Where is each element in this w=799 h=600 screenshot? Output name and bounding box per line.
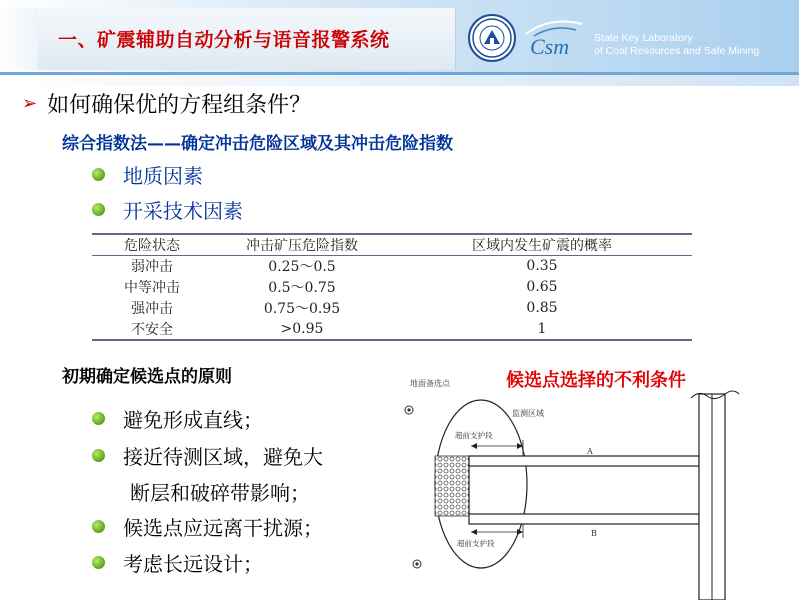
principle-item xyxy=(92,441,323,470)
main-heading-text: 如何确保优的方程组条件？ xyxy=(47,93,312,118)
table-cell: 0.25～0.5 xyxy=(268,259,336,276)
bullet-dot-icon xyxy=(92,449,105,462)
principle-continuation: 断层和破碎带影响； xyxy=(130,481,310,505)
table-row xyxy=(92,277,692,298)
principle-item xyxy=(92,512,323,541)
label-support-top: 超前支护段 xyxy=(455,431,493,440)
main-heading xyxy=(22,88,311,119)
adverse-conditions-title: 候选点选择的不利条件 xyxy=(506,370,686,391)
table-header-cell: 区域内发生矿震的概率 xyxy=(472,238,612,254)
table-cell: 强冲击 xyxy=(131,301,173,317)
risk-index-table xyxy=(92,233,692,341)
table-cell: 0.75～0.95 xyxy=(263,301,341,317)
table-cell: >0.95 xyxy=(280,320,324,337)
label-monitor-area: 监测区域 xyxy=(512,409,544,418)
factor-item xyxy=(92,160,203,189)
table-row xyxy=(92,298,692,319)
slide-title: 一、矿震辅助自动分析与语音报警系统 xyxy=(58,29,390,51)
mine-layout-diagram xyxy=(395,372,799,600)
table-header-cell: 危险状态 xyxy=(124,238,180,254)
table-header-row xyxy=(92,234,692,256)
factor-item xyxy=(92,195,243,224)
table-cell: 弱冲击 xyxy=(131,259,173,276)
principle-title: 初期确定候选点的原则 xyxy=(62,367,232,387)
surface-point-icon xyxy=(405,406,413,414)
bullet-dot-icon xyxy=(92,412,105,425)
arrow-bullet-icon: ➢ xyxy=(22,93,38,114)
method-subheading: 综合指数法——确定冲击危险区域及其冲击危险指数 xyxy=(62,134,453,154)
lab-name-line2: of Coal Resources and Safe Mining xyxy=(594,45,760,57)
principle-label: 候选点应远离干扰源； xyxy=(123,516,323,540)
factor-label: 开采技术因素 xyxy=(123,199,243,223)
table-cell: 中等冲击 xyxy=(124,280,180,296)
table-header-cell: 冲击矿压危险指数 xyxy=(246,238,358,254)
table-cell: 0.85 xyxy=(526,300,558,316)
label-a: A xyxy=(587,447,593,456)
principle-label: 避免形成直线； xyxy=(123,408,263,432)
lab-name-line1: State Key Laboratory xyxy=(594,32,693,44)
bullet-dot-icon xyxy=(92,203,105,216)
label-b: B xyxy=(591,529,597,538)
table-cell: 0.5～0.75 xyxy=(268,280,336,296)
header-banner xyxy=(0,0,799,86)
roadway-b xyxy=(469,514,699,524)
bullet-dot-icon xyxy=(92,168,105,181)
bullet-dot-icon xyxy=(92,556,105,569)
arrow-top-left-head xyxy=(471,443,477,449)
table-cell: 0.65 xyxy=(526,279,558,295)
principle-item xyxy=(92,404,263,433)
table-cell: 不安全 xyxy=(131,321,173,338)
header-divider-shadow xyxy=(0,75,799,86)
csm-logo-icon xyxy=(520,14,590,64)
principle-label: 考虑长远设计； xyxy=(123,552,263,576)
roadway-a xyxy=(469,456,699,466)
lab-name xyxy=(594,32,759,58)
arrow-bottom-left-head xyxy=(471,529,477,535)
table-cell: 0.35 xyxy=(526,258,558,275)
university-seal-icon xyxy=(468,14,516,62)
gob-area xyxy=(435,456,469,516)
factor-label: 地质因素 xyxy=(123,164,203,188)
table-row xyxy=(92,256,692,277)
table-row xyxy=(92,319,692,340)
label-surface-points: 地面备选点 xyxy=(410,379,450,388)
surface-point-icon xyxy=(413,560,421,568)
label-support-bottom: 超前支护段 xyxy=(457,539,495,548)
csm-logo-text: Csm xyxy=(530,34,570,59)
table-cell: 1 xyxy=(537,320,547,337)
principle-item xyxy=(92,548,263,577)
bullet-dot-icon xyxy=(92,520,105,533)
principle-label: 接近待测区域，避免大 xyxy=(123,445,323,469)
